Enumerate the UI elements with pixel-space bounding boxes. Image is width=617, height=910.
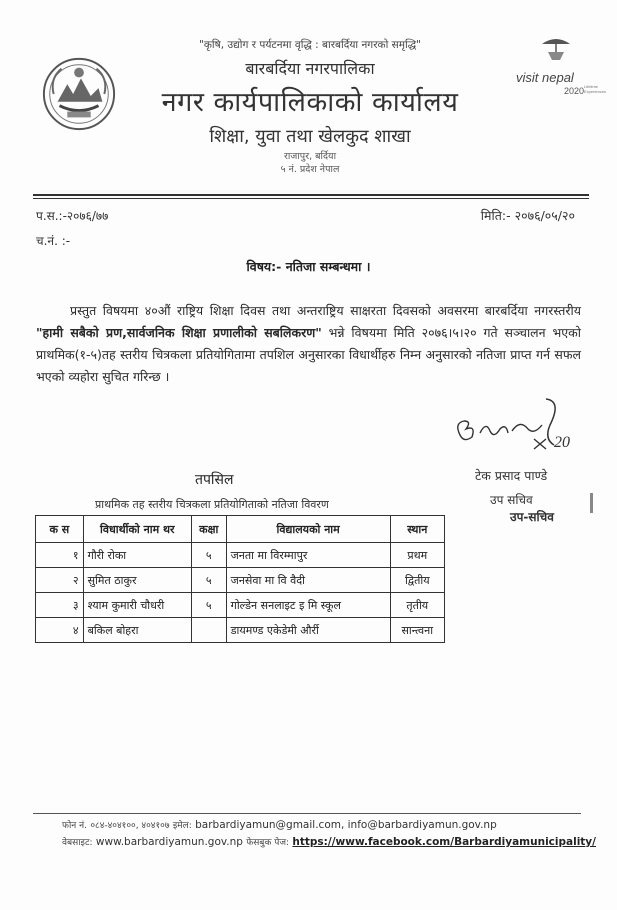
signer-title: उप सचिव <box>490 493 533 507</box>
letter-subject: विषय:- नतिजा सम्बन्धमा । <box>246 259 371 274</box>
cell-sn: ४ <box>36 618 84 643</box>
body-text-part1: प्रस्तुत विषयमा ४०औं राष्ट्रिय शिक्षा दिवस तथा अन्तराष्ट्रिय साक्षरता दिवसको अवसरमा बारबर्दिया नगरस्तरीय <box>70 303 581 318</box>
dispatch-number: च.नं. :- <box>36 234 71 248</box>
cell-school: जनसेवा मा वि वैदी <box>226 568 390 593</box>
details-heading: तपसिल <box>195 472 234 488</box>
nepal-emblem-icon <box>40 55 118 133</box>
cell-school: गोल्डेन सनलाइट इ मि स्कूल <box>226 593 390 618</box>
svg-text:20: 20 <box>554 434 570 451</box>
address-line1: राजापुर, बर्दिया <box>283 151 337 162</box>
website-link[interactable]: www.barbardiyamun.gov.np <box>95 836 243 848</box>
footer-contact <box>62 818 497 831</box>
cell-name: श्याम कुमारी चौधरी <box>83 593 191 618</box>
table-row <box>36 593 445 618</box>
cell-class <box>191 618 226 643</box>
header-divider <box>33 194 589 196</box>
signer-stamp: उप-सचिव <box>510 510 554 524</box>
svg-text:visit nepal: visit nepal <box>516 70 574 85</box>
footer-web <box>62 835 596 848</box>
cell-name: सुमित ठाकुर <box>83 568 191 593</box>
cell-class: ५ <box>191 543 226 568</box>
cell-sn: १ <box>36 543 84 568</box>
column-header-class: कक्षा <box>191 516 226 543</box>
header-divider-thin <box>33 198 589 199</box>
column-header-position: स्थान <box>390 516 444 543</box>
cell-position: तृतीय <box>390 593 444 618</box>
facebook-label: फेसबुक पेज: <box>246 838 290 848</box>
office-title: नगर कार्यपालिकाको कार्यालय <box>161 87 459 118</box>
table-row <box>36 618 445 643</box>
email-addresses[interactable]: barbardiyamun@gmail.com, info@barbardiyamun.gov.np <box>195 819 497 831</box>
cell-school: डायमण्ड एकेडेमी और्री <box>226 618 390 643</box>
svg-text:Lifetime: Lifetime <box>584 84 599 89</box>
phone-number: ०८४-४०४१००, ४०४१०७ <box>90 821 170 831</box>
column-header-school: विद्यालयको नाम <box>226 516 390 543</box>
letter-date: मिति:- २०७६/०५/२० <box>480 208 575 223</box>
cell-name: गौरी रोका <box>83 543 191 568</box>
svg-text:Experiences: Experiences <box>584 89 607 94</box>
cell-sn: ३ <box>36 593 84 618</box>
column-header-name: विधार्थीको नाम थर <box>83 516 191 543</box>
cell-name: बकिल बोहरा <box>83 618 191 643</box>
table-row <box>36 543 445 568</box>
cell-position: द्वितीय <box>390 568 444 593</box>
table-row <box>36 568 445 593</box>
signer-name: टेक प्रसाद पाण्डे <box>475 468 548 483</box>
facebook-link[interactable]: https://www.facebook.com/Barbardiyamunicipality/ <box>292 836 596 848</box>
table-caption: प्राथमिक तह स्तरीय चित्रकला प्रतियोगिताको नतिजा विवरण <box>95 498 329 511</box>
section-name: शिक्षा, युवा तथा खेलकुद शाखा <box>209 126 411 147</box>
table-header-row <box>36 516 445 543</box>
body-text-highlight: "हामी सबैको प्रण,सार्वजनिक शिक्षा प्रणालीको सबलिकरण" <box>36 325 322 340</box>
cell-class: ५ <box>191 593 226 618</box>
column-header-sn: क स <box>36 516 84 543</box>
body-text-part2: भन्ने विषयमा मिति २०७६।५।२० गते सञ्चालन भएको प्राथमिक(१-५)तह स्तरीय चित्रकला प्रतियोगितामा तपशिल अनुसारका विधार्थीहरु निम्न अनुसारको नतिजा प्राप्त गर्न सफल भएको व्यहोरा सुचित गरिन्छ । <box>36 325 582 384</box>
cell-class: ५ <box>191 568 226 593</box>
handwritten-signature <box>450 395 590 455</box>
visit-nepal-logo-icon <box>512 30 607 100</box>
svg-text:2020: 2020 <box>564 86 585 96</box>
website-label: वेबसाइट: <box>62 838 93 848</box>
cell-position: सान्त्वना <box>390 618 444 643</box>
reference-number: प.स.:-२०७६/७७ <box>36 209 109 223</box>
cell-sn: २ <box>36 568 84 593</box>
address-line2: ५ नं. प्रदेश नेपाल <box>280 164 340 175</box>
letter-body <box>36 300 581 388</box>
results-table <box>35 515 445 643</box>
municipality-name: बारबर्दिया नगरपालिका <box>245 59 375 78</box>
footer-divider <box>33 813 581 814</box>
phone-label: फोन नं. <box>62 821 87 831</box>
address-stamp <box>235 150 385 176</box>
email-label: इमेल: <box>172 821 192 831</box>
cell-position: प्रथम <box>390 543 444 568</box>
slogan: "कृषि, उद्योग र पर्यटनमा वृद्धि : बारबर्दिया नगरको समृद्धि" <box>199 39 421 51</box>
margin-mark <box>590 493 593 513</box>
cell-school: जनता मा विरम्मापुर <box>226 543 390 568</box>
